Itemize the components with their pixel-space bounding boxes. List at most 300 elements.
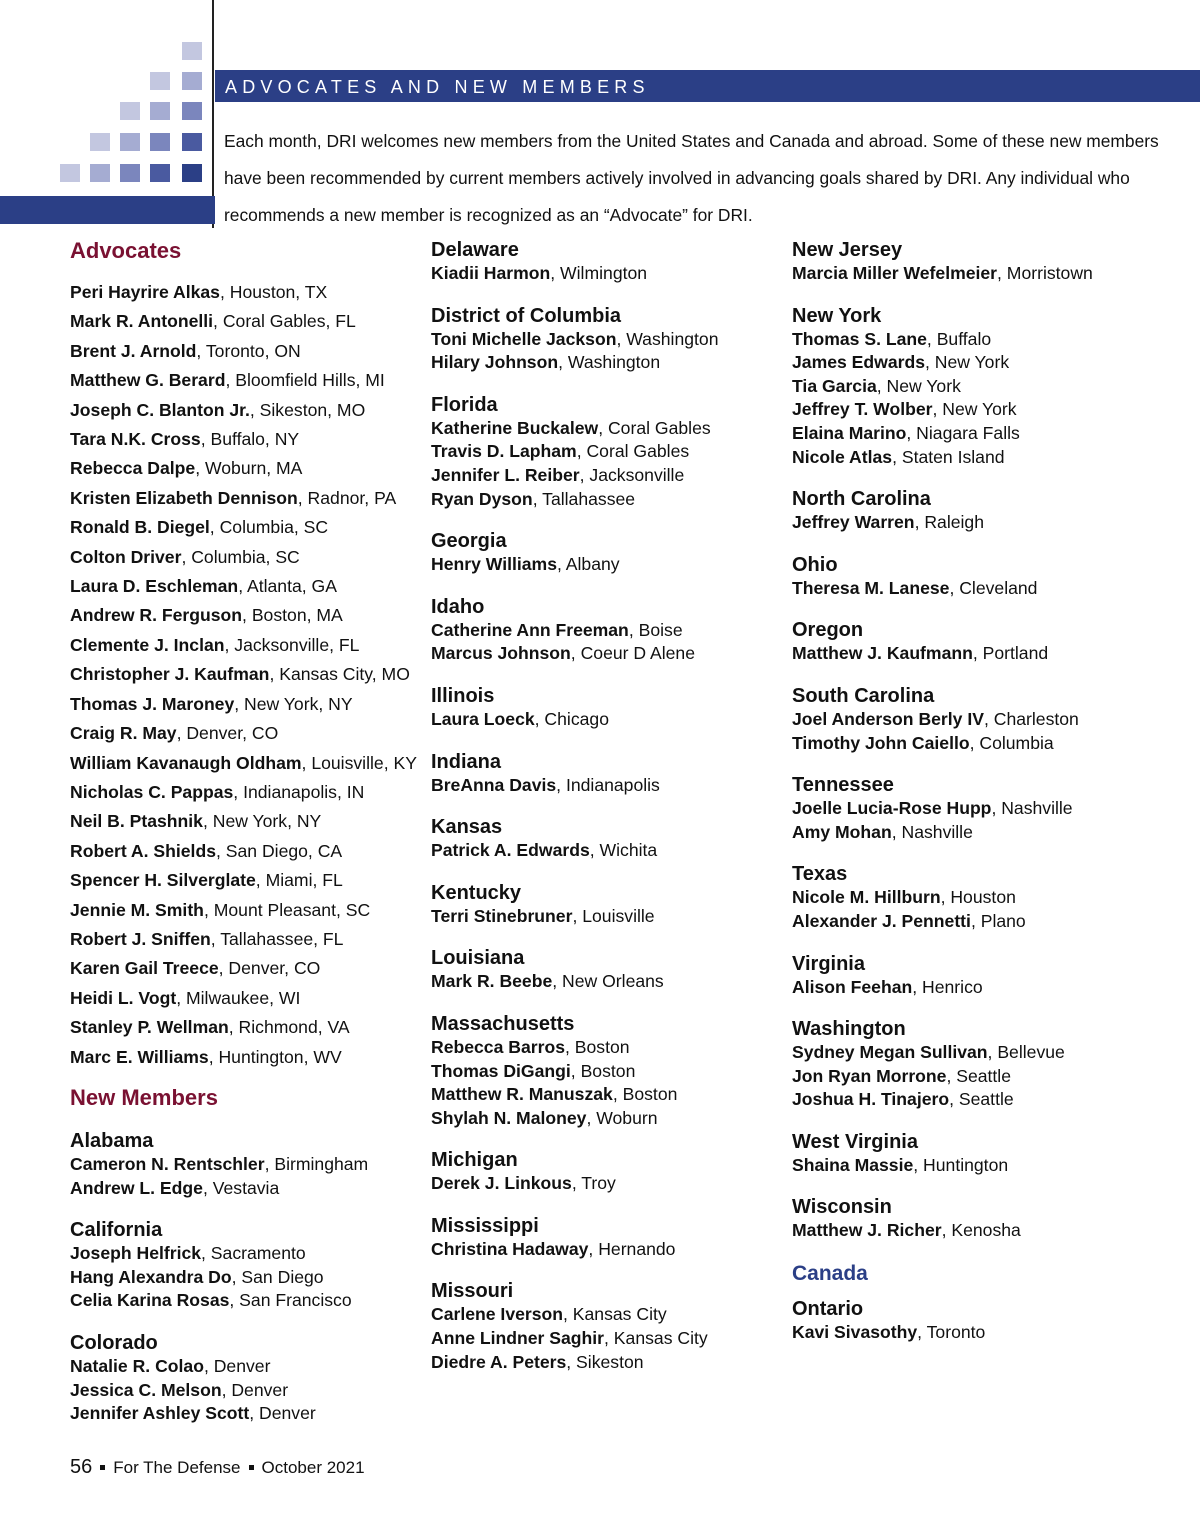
person-name: Nicole M. Hillburn bbox=[792, 887, 941, 908]
state-name: Wisconsin bbox=[792, 1196, 892, 1219]
state-group bbox=[792, 618, 1152, 666]
person-location: , Seattle bbox=[949, 1089, 1014, 1110]
state-name: Delaware bbox=[431, 239, 519, 261]
person-name: Joseph Helfrick bbox=[70, 1243, 202, 1264]
list-item bbox=[431, 839, 781, 863]
advocates-list bbox=[70, 278, 420, 1072]
list-item bbox=[431, 1351, 781, 1375]
person-name: Alexander J. Pennetti bbox=[792, 910, 971, 931]
person-location: , Indianapolis bbox=[556, 774, 660, 795]
person-location: , Coral Gables bbox=[576, 441, 690, 462]
person-location: , Boston bbox=[570, 1060, 636, 1081]
list-item bbox=[70, 807, 420, 836]
person-location: , Denver bbox=[249, 1403, 316, 1424]
list-item bbox=[431, 774, 781, 798]
person-name: Marc E. Williams bbox=[70, 1046, 209, 1067]
person-name: Rebecca Barros bbox=[431, 1036, 565, 1057]
person-location: , Indianapolis, IN bbox=[233, 781, 365, 802]
list-item bbox=[431, 1172, 781, 1196]
person-name: Andrew L. Edge bbox=[70, 1177, 203, 1198]
person-name: Hang Alexandra Do bbox=[70, 1266, 232, 1287]
person-location: , Columbia bbox=[969, 732, 1054, 753]
person-name: Toni Michelle Jackson bbox=[431, 328, 617, 349]
person-location: , Plano bbox=[970, 910, 1026, 931]
person-location: , Louisville, KY bbox=[301, 752, 417, 773]
person-location: , Milwaukee, WI bbox=[176, 987, 301, 1008]
person-location: , Tallahassee, FL bbox=[210, 928, 344, 949]
person-name: Celia Karina Rosas bbox=[70, 1290, 230, 1311]
list-item bbox=[70, 1153, 420, 1177]
person-location: , Boston bbox=[564, 1036, 630, 1057]
person-name: Marcus Johnson bbox=[431, 643, 571, 664]
person-location: , Henrico bbox=[912, 976, 983, 997]
list-item bbox=[70, 513, 420, 542]
state-name: Illinois bbox=[431, 684, 495, 707]
state-group bbox=[792, 553, 1152, 601]
person-name: Neil B. Ptashnik bbox=[70, 811, 203, 832]
state-group bbox=[792, 773, 1152, 844]
page-number: 56 bbox=[70, 1456, 93, 1478]
person-name: Tara N.K. Cross bbox=[70, 429, 201, 450]
list-item bbox=[70, 1379, 420, 1403]
person-location: , Portland bbox=[972, 643, 1049, 664]
person-location: , Chicago bbox=[534, 708, 609, 729]
person-name: Kristen Elizabeth Dennison bbox=[70, 487, 298, 508]
person-name: Joshua H. Tinajero bbox=[792, 1089, 950, 1110]
canada-heading: Canada bbox=[792, 1262, 868, 1286]
person-location: , Raleigh bbox=[914, 512, 985, 533]
list-item bbox=[70, 1242, 420, 1266]
state-name: Idaho bbox=[431, 595, 485, 618]
person-name: Marcia Miller Wefelmeier bbox=[792, 263, 998, 283]
list-item bbox=[70, 631, 420, 660]
list-item bbox=[792, 1219, 1152, 1243]
person-name: Amy Mohan bbox=[792, 821, 892, 842]
person-location: , Huntington bbox=[913, 1154, 1009, 1175]
list-item bbox=[431, 1036, 781, 1060]
state-group bbox=[792, 304, 1152, 470]
list-item bbox=[431, 642, 781, 666]
person-location: , Louisville bbox=[572, 905, 655, 926]
state-group bbox=[431, 1279, 781, 1374]
list-item bbox=[431, 488, 781, 512]
list-item bbox=[70, 954, 420, 983]
person-name: Jennifer Ashley Scott bbox=[70, 1403, 250, 1424]
person-location: , Woburn bbox=[586, 1107, 658, 1128]
person-name: Cameron N. Rentschler bbox=[70, 1153, 265, 1174]
person-name: Sydney Megan Sullivan bbox=[792, 1042, 988, 1063]
person-location: , San Diego bbox=[231, 1266, 324, 1287]
person-name: Robert J. Sniffen bbox=[70, 928, 211, 949]
list-item bbox=[70, 1043, 420, 1072]
state-group bbox=[792, 487, 1152, 535]
person-name: Timothy John Caiello bbox=[792, 732, 970, 753]
list-item bbox=[70, 1266, 420, 1290]
person-name: Joel Anderson Berly IV bbox=[792, 708, 984, 729]
person-name: Matthew G. Berard bbox=[70, 370, 226, 391]
state-name: North Carolina bbox=[792, 488, 931, 511]
person-name: Rebecca Dalpe bbox=[70, 458, 196, 479]
person-name: Kiadii Harmon bbox=[431, 263, 551, 283]
person-location: , Birmingham bbox=[264, 1153, 369, 1174]
list-item bbox=[792, 262, 1152, 286]
person-location: , Kansas City bbox=[563, 1304, 667, 1325]
list-item bbox=[792, 1154, 1152, 1178]
person-name: Terri Stinebruner bbox=[431, 905, 573, 926]
state-name: Florida bbox=[431, 393, 498, 416]
new-members-heading: New Members bbox=[70, 1084, 218, 1110]
person-location: , Bloomfield Hills, MI bbox=[225, 370, 385, 391]
person-name: Jennie M. Smith bbox=[70, 899, 204, 920]
state-group bbox=[792, 952, 1152, 1000]
list-item bbox=[792, 732, 1152, 756]
person-name: BreAnna Davis bbox=[431, 774, 557, 795]
state-name: Colorado bbox=[70, 1331, 158, 1354]
publication-name: For The Defense bbox=[113, 1458, 241, 1477]
person-location: , New Orleans bbox=[552, 971, 664, 992]
list-item bbox=[792, 577, 1152, 601]
list-item bbox=[70, 690, 420, 719]
person-location: , Toronto bbox=[917, 1322, 986, 1343]
list-item bbox=[70, 984, 420, 1013]
person-location: , Bellevue bbox=[987, 1042, 1065, 1063]
person-name: Christina Hadaway bbox=[431, 1238, 589, 1259]
person-name: Laura D. Eschleman bbox=[70, 576, 239, 597]
column-2 bbox=[431, 238, 781, 1392]
list-item bbox=[792, 1321, 1152, 1345]
bullet-separator bbox=[100, 1465, 105, 1470]
person-location: , Sikeston bbox=[566, 1351, 644, 1372]
person-location: , Wilmington bbox=[550, 263, 648, 283]
state-name: New Jersey bbox=[792, 239, 903, 261]
list-item bbox=[431, 1327, 781, 1351]
list-item bbox=[70, 1013, 420, 1042]
state-group bbox=[431, 1148, 781, 1196]
person-name: Travis D. Lapham bbox=[431, 441, 577, 462]
state-group bbox=[792, 684, 1152, 755]
list-item bbox=[792, 910, 1152, 934]
person-name: Peri Hayrire Alkas bbox=[70, 282, 220, 302]
list-item bbox=[70, 1177, 420, 1201]
person-location: , Nashville bbox=[991, 798, 1073, 819]
person-location: , Troy bbox=[571, 1173, 616, 1194]
state-name: Michigan bbox=[431, 1149, 518, 1172]
person-name: Katherine Buckalew bbox=[431, 417, 599, 438]
list-item bbox=[792, 797, 1152, 821]
state-name: Ohio bbox=[792, 553, 838, 576]
state-name: Washington bbox=[792, 1018, 906, 1041]
page-footer bbox=[70, 1455, 365, 1480]
list-item bbox=[70, 925, 420, 954]
list-item bbox=[431, 262, 781, 286]
person-location: , Denver, CO bbox=[176, 723, 279, 744]
person-name: Thomas J. Maroney bbox=[70, 693, 235, 714]
state-group bbox=[431, 684, 781, 732]
list-item bbox=[70, 572, 420, 601]
person-location: , Washington bbox=[616, 328, 719, 349]
person-location: , Buffalo, NY bbox=[200, 429, 300, 450]
list-item bbox=[431, 619, 781, 643]
person-location: , Niagara Falls bbox=[906, 422, 1020, 443]
state-group bbox=[431, 238, 781, 286]
state-name: South Carolina bbox=[792, 684, 935, 707]
new-members-column-2 bbox=[431, 238, 781, 1374]
person-location: , Morristown bbox=[997, 263, 1093, 283]
person-name: Laura Loeck bbox=[431, 708, 535, 729]
person-name: Mark R. Beebe bbox=[431, 971, 553, 992]
state-group bbox=[70, 1331, 420, 1426]
state-group bbox=[431, 1012, 781, 1130]
list-item bbox=[792, 422, 1152, 446]
person-location: , Kenosha bbox=[941, 1220, 1021, 1241]
list-item bbox=[431, 328, 781, 352]
person-name: Kavi Sivasothy bbox=[792, 1322, 918, 1343]
person-location: , Kansas City bbox=[604, 1328, 708, 1349]
person-name: Craig R. May bbox=[70, 723, 177, 744]
state-group bbox=[792, 238, 1152, 286]
person-name: William Kavanaugh Oldham bbox=[70, 752, 302, 773]
list-item bbox=[792, 1041, 1152, 1065]
person-name: Ryan Dyson bbox=[431, 488, 533, 509]
person-name: Robert A. Shields bbox=[70, 840, 216, 861]
list-item bbox=[792, 886, 1152, 910]
person-location: , Charleston bbox=[983, 708, 1079, 729]
list-item bbox=[70, 454, 420, 483]
person-name: Theresa M. Lanese bbox=[792, 577, 950, 598]
column-1 bbox=[70, 238, 420, 1444]
list-item bbox=[70, 660, 420, 689]
list-item bbox=[431, 708, 781, 732]
person-location: , Houston, TX bbox=[219, 282, 328, 302]
list-item bbox=[431, 440, 781, 464]
person-location: , Hernando bbox=[588, 1238, 676, 1259]
state-group bbox=[431, 815, 781, 863]
person-name: Hilary Johnson bbox=[431, 352, 559, 373]
person-location: , Vestavia bbox=[202, 1177, 280, 1198]
state-name: Kansas bbox=[431, 816, 503, 839]
person-location: , Nashville bbox=[891, 821, 973, 842]
column-3 bbox=[792, 238, 1152, 1363]
person-location: , New York bbox=[925, 352, 1010, 373]
list-item bbox=[792, 708, 1152, 732]
person-location: , Toronto, ON bbox=[196, 340, 301, 361]
state-group bbox=[431, 595, 781, 666]
list-item bbox=[431, 1303, 781, 1327]
person-name: Clemente J. Inclan bbox=[70, 634, 225, 655]
state-name: Texas bbox=[792, 863, 848, 886]
list-item bbox=[431, 1107, 781, 1131]
person-name: Patrick A. Edwards bbox=[431, 840, 590, 861]
state-name: Louisiana bbox=[431, 947, 525, 970]
state-group bbox=[792, 1130, 1152, 1178]
list-item bbox=[70, 778, 420, 807]
person-name: Catherine Ann Freeman bbox=[431, 619, 629, 640]
state-group bbox=[792, 1195, 1152, 1243]
person-location: , Coral Gables bbox=[598, 417, 711, 438]
list-item bbox=[431, 970, 781, 994]
person-location: , Radnor, PA bbox=[297, 487, 397, 508]
list-item bbox=[70, 425, 420, 454]
state-group bbox=[431, 304, 781, 375]
state-name: Alabama bbox=[70, 1129, 154, 1152]
list-item bbox=[792, 511, 1152, 535]
state-group bbox=[431, 393, 781, 511]
person-name: Diedre A. Peters bbox=[431, 1351, 567, 1372]
list-item bbox=[792, 821, 1152, 845]
person-name: Derek J. Linkous bbox=[431, 1173, 572, 1194]
person-name: Thomas S. Lane bbox=[792, 328, 927, 349]
list-item bbox=[70, 484, 420, 513]
list-item bbox=[70, 866, 420, 895]
list-item bbox=[70, 1355, 420, 1379]
state-group bbox=[431, 946, 781, 994]
person-location: , Coeur D Alene bbox=[570, 643, 696, 664]
person-location: , Kansas City, MO bbox=[269, 664, 410, 685]
list-item bbox=[70, 719, 420, 748]
state-group bbox=[792, 862, 1152, 933]
person-name: Mark R. Antonelli bbox=[70, 311, 214, 332]
person-name: Karen Gail Treece bbox=[70, 958, 219, 979]
person-location: , Seattle bbox=[946, 1065, 1012, 1086]
advocates-heading: Advocates bbox=[70, 238, 182, 263]
list-item bbox=[70, 396, 420, 425]
person-name: Tia Garcia bbox=[792, 375, 877, 396]
person-location: , Boston bbox=[612, 1084, 678, 1105]
person-location: , San Diego, CA bbox=[215, 840, 343, 861]
person-name: James Edwards bbox=[792, 352, 926, 373]
bullet-separator bbox=[249, 1465, 254, 1470]
person-location: , Jacksonville, FL bbox=[224, 634, 360, 655]
list-item bbox=[431, 464, 781, 488]
person-location: , Albany bbox=[556, 554, 620, 575]
state-name: Missouri bbox=[431, 1280, 514, 1303]
list-item bbox=[70, 601, 420, 630]
person-location: , Jacksonville bbox=[579, 464, 685, 485]
state-group bbox=[431, 881, 781, 929]
list-item bbox=[70, 1289, 420, 1313]
list-item bbox=[70, 1402, 420, 1426]
state-group bbox=[431, 1214, 781, 1262]
list-item bbox=[431, 1083, 781, 1107]
list-item bbox=[70, 278, 420, 307]
person-name: Shylah N. Maloney bbox=[431, 1107, 587, 1128]
person-location: , Staten Island bbox=[892, 446, 1005, 467]
person-location: , Washington bbox=[558, 352, 661, 373]
person-name: Jennifer L. Reiber bbox=[431, 464, 580, 485]
section-band-title: ADVOCATES AND NEW MEMBERS bbox=[225, 77, 650, 97]
person-location: , New York bbox=[876, 375, 961, 396]
person-name: Spencer H. Silverglate bbox=[70, 870, 256, 891]
list-item bbox=[792, 328, 1152, 352]
list-item bbox=[792, 1088, 1152, 1112]
list-item bbox=[70, 543, 420, 572]
person-name: Colton Driver bbox=[70, 546, 182, 567]
person-name: Jeffrey T. Wolber bbox=[792, 399, 933, 420]
person-location: , Denver bbox=[221, 1379, 289, 1400]
issue-date: October 2021 bbox=[261, 1458, 365, 1477]
list-item bbox=[431, 351, 781, 375]
person-name: Jon Ryan Morrone bbox=[792, 1065, 947, 1086]
person-name: Ronald B. Diegel bbox=[70, 517, 210, 538]
state-group bbox=[792, 1297, 1152, 1345]
state-name: Massachusetts bbox=[431, 1012, 575, 1035]
state-group bbox=[70, 1129, 420, 1200]
list-item bbox=[70, 307, 420, 336]
person-name: Henry Williams bbox=[431, 554, 557, 575]
person-name: Nicole Atlas bbox=[792, 446, 893, 467]
intro-paragraph: Each month, DRI welcomes new members from the United States and Canada and abroad. Some of these new members have been recommended by current members actively involved in advancing goals shared by DRI. Any individual who recommends a new member is recognized as an “Advocate” for DRI. bbox=[224, 131, 1159, 225]
person-name: Jessica C. Melson bbox=[70, 1379, 222, 1400]
state-name: Mississippi bbox=[431, 1214, 539, 1237]
person-location: , Woburn, MA bbox=[195, 458, 303, 479]
state-name: California bbox=[70, 1219, 163, 1242]
list-item bbox=[70, 749, 420, 778]
person-location: , Sikeston, MO bbox=[249, 399, 366, 420]
person-name: Alison Feehan bbox=[792, 976, 913, 997]
new-members-column-3 bbox=[792, 238, 1152, 1243]
person-name: Stanley P. Wellman bbox=[70, 1017, 229, 1038]
person-location: , Boise bbox=[628, 619, 683, 640]
person-name: Matthew J. Richer bbox=[792, 1220, 942, 1241]
list-item bbox=[431, 905, 781, 929]
person-location: , San Francisco bbox=[229, 1290, 352, 1311]
person-name: Andrew R. Ferguson bbox=[70, 605, 243, 626]
person-name: Jeffrey Warren bbox=[792, 512, 915, 533]
list-item bbox=[70, 366, 420, 395]
person-location: , New York bbox=[932, 399, 1017, 420]
person-location: , Coral Gables, FL bbox=[213, 311, 356, 332]
person-location: , Denver bbox=[203, 1355, 271, 1376]
person-name: Thomas DiGangi bbox=[431, 1060, 571, 1081]
person-name: Brent J. Arnold bbox=[70, 340, 197, 361]
list-item bbox=[792, 375, 1152, 399]
person-location: , New York, NY bbox=[234, 693, 353, 714]
person-location: , Richmond, VA bbox=[228, 1017, 350, 1038]
person-location: , Miami, FL bbox=[255, 870, 343, 891]
list-item bbox=[792, 446, 1152, 470]
list-item bbox=[792, 976, 1152, 1000]
person-location: , Wichita bbox=[589, 840, 658, 861]
list-item bbox=[431, 553, 781, 577]
list-item bbox=[70, 896, 420, 925]
person-name: Matthew R. Manuszak bbox=[431, 1084, 613, 1105]
person-location: , Atlanta, GA bbox=[238, 576, 337, 597]
person-name: Heidi L. Vogt bbox=[70, 987, 177, 1008]
person-location: , Tallahassee bbox=[532, 488, 636, 509]
state-name: Kentucky bbox=[431, 881, 522, 904]
list-item bbox=[792, 398, 1152, 422]
person-name: Natalie R. Colao bbox=[70, 1355, 204, 1376]
person-name: Matthew J. Kaufmann bbox=[792, 643, 973, 664]
person-name: Joelle Lucia-Rose Hupp bbox=[792, 798, 992, 819]
list-item bbox=[70, 837, 420, 866]
header-divider-line bbox=[212, 0, 214, 228]
list-item bbox=[70, 337, 420, 366]
list-item bbox=[792, 351, 1152, 375]
person-location: , Columbia, SC bbox=[181, 546, 300, 567]
state-name: Indiana bbox=[431, 750, 502, 773]
state-name: New York bbox=[792, 304, 882, 327]
person-name: Christopher J. Kaufman bbox=[70, 664, 270, 685]
state-group bbox=[431, 750, 781, 798]
state-name: Ontario bbox=[792, 1298, 864, 1321]
person-location: , Huntington, WV bbox=[208, 1046, 342, 1067]
state-name: West Virginia bbox=[792, 1130, 918, 1153]
person-location: , Buffalo bbox=[926, 328, 992, 349]
state-group bbox=[431, 529, 781, 577]
state-name: Virginia bbox=[792, 952, 865, 975]
state-name: Tennessee bbox=[792, 774, 894, 797]
